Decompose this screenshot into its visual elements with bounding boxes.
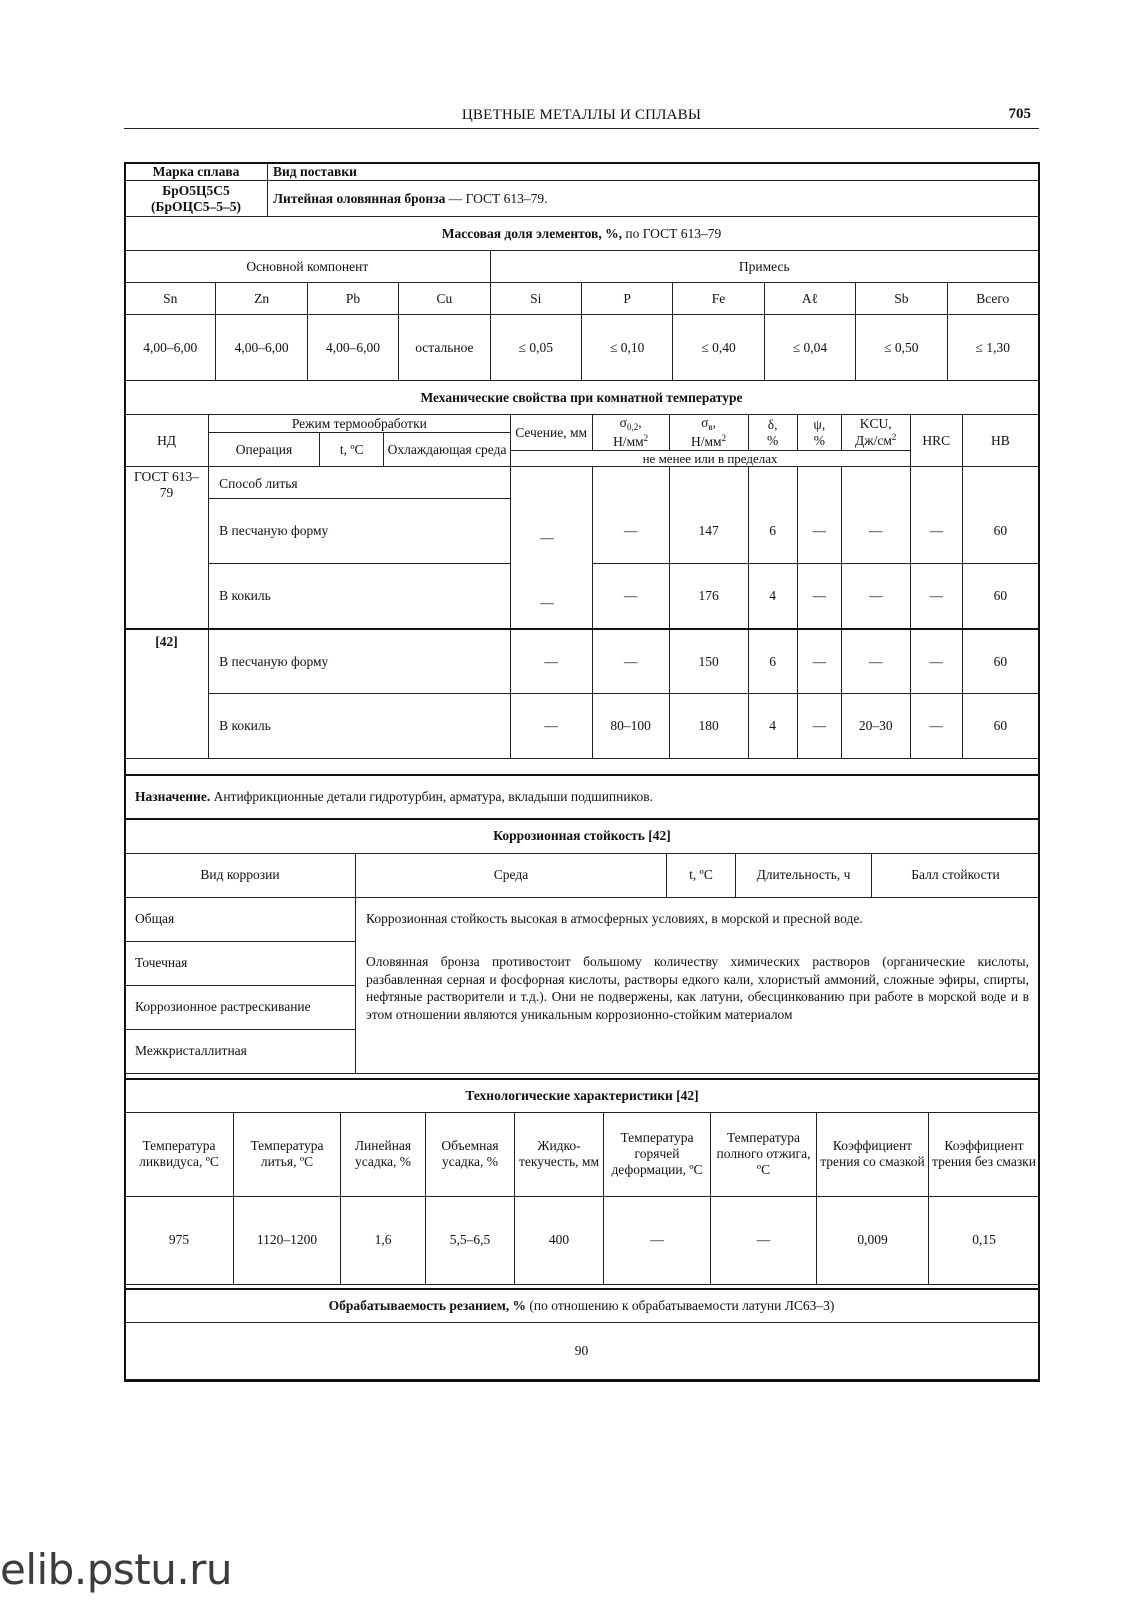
supply-type-standard: — ГОСТ 613–79. xyxy=(445,190,548,206)
medium-header: Среда xyxy=(356,853,667,897)
element-header: Zn xyxy=(216,283,307,315)
cell-section: — xyxy=(510,694,592,759)
cell-elongation: 6 xyxy=(748,499,797,564)
cell-yield: 80–100 xyxy=(592,694,669,759)
casting-method: В песчаную форму xyxy=(209,629,511,694)
tech-header: Линейная усадка, % xyxy=(341,1112,426,1196)
cell-hrc: — xyxy=(910,694,962,759)
element-value: 4,00–6,00 xyxy=(216,315,307,381)
hb-header: HB xyxy=(962,415,1038,467)
cell-tensile: 147 xyxy=(669,499,748,564)
tech-header: Температура горячей деформации, ºС xyxy=(604,1112,711,1196)
corrosion-type: Межкристаллитная xyxy=(125,1029,356,1073)
element-value: ≤ 0,05 xyxy=(490,315,581,381)
cell-reduction: — xyxy=(797,564,841,629)
mechanical-section xyxy=(124,380,1039,759)
tech-header: Коэффициент трения со смазкой xyxy=(817,1112,929,1196)
cooling-medium-header: Охлаждающая среда xyxy=(384,433,510,467)
main-component-header: Основной компонент xyxy=(125,251,491,283)
chapter-title: ЦВЕТНЫЕ МЕТАЛЛЫ И СПЛАВЫ xyxy=(461,107,702,123)
tech-value: 5,5–6,5 xyxy=(426,1196,515,1284)
cell-elongation: 4 xyxy=(748,564,797,629)
cell-section: — xyxy=(540,530,554,545)
cell-hb: 60 xyxy=(962,629,1038,694)
tech-value: 975 xyxy=(125,1196,234,1284)
tech-header: Жидко-текучесть, мм xyxy=(515,1112,604,1196)
supply-label: Вид поставки xyxy=(268,163,1039,181)
tech-value: 0,009 xyxy=(817,1196,929,1284)
element-value: ≤ 0,04 xyxy=(764,315,855,381)
impact-header: KCU, $Дж/см^2$ xyxy=(841,415,910,451)
elongation-header: δ, % xyxy=(748,415,797,451)
element-header: Aℓ xyxy=(764,283,855,315)
machinability-value: 90 xyxy=(125,1322,1039,1379)
element-header: Cu xyxy=(399,283,490,315)
casting-method-label: Способ литья xyxy=(209,467,511,499)
tech-value: 1120–1200 xyxy=(234,1196,341,1284)
cell-tensile: 150 xyxy=(669,629,748,694)
watermark: elib.pstu.ru xyxy=(0,1545,233,1594)
corrosion-temp-header: t, ºС xyxy=(667,853,736,897)
cell-reduction: — xyxy=(797,629,841,694)
cell-hrc: — xyxy=(910,499,962,564)
cell-yield: — xyxy=(592,564,669,629)
table-row xyxy=(125,694,1039,759)
element-value: остальное xyxy=(399,315,490,381)
impurity-header: Примесь xyxy=(490,251,1038,283)
purpose-text: Назначение. Антифрикционные детали гидротурбин, арматура, вкладыши подшипников. xyxy=(125,775,1039,819)
purpose-section xyxy=(124,774,1039,820)
cell-section: — xyxy=(510,629,592,694)
tech-header: Температура полного отжига, ºС xyxy=(711,1112,817,1196)
section-header: Сечение, мм xyxy=(510,415,592,451)
tech-header: Температура литья, ºС xyxy=(234,1112,341,1196)
tech-section xyxy=(124,1078,1039,1285)
casting-method: В песчаную форму xyxy=(209,499,511,564)
yield-strength-header: $\sigma_{0,2}$, $Н/мм^2$ xyxy=(592,415,669,451)
cell-hb: 60 xyxy=(962,499,1038,564)
grade-alt-designation: (БрОЦС5–5–5) xyxy=(151,198,241,214)
composition-section xyxy=(124,216,1039,381)
minimum-note: не менее или в пределах xyxy=(510,451,910,467)
element-header: Pb xyxy=(307,283,398,315)
cell-impact: — xyxy=(841,564,910,629)
cell-tensile: 176 xyxy=(669,564,748,629)
element-row xyxy=(125,283,1039,315)
tech-header: Коэффициент трения без смазки xyxy=(929,1112,1040,1196)
tech-value: — xyxy=(711,1196,817,1284)
cell-hb: 60 xyxy=(962,694,1038,759)
composition-title-bold: Массовая доля элементов, %, xyxy=(441,225,622,241)
cell-section: — xyxy=(540,595,554,610)
temperature-header: t, ºС xyxy=(319,433,384,467)
grade-name xyxy=(125,181,268,217)
element-value: ≤ 1,30 xyxy=(947,315,1038,381)
tech-value: 1,6 xyxy=(341,1196,426,1284)
corrosion-type: Коррозионное растрескивание xyxy=(125,985,356,1029)
corrosion-title: Коррозионная стойкость [42] xyxy=(125,819,1040,853)
tech-value: 400 xyxy=(515,1196,604,1284)
purpose-label: Назначение. xyxy=(135,789,211,805)
page-number: 705 xyxy=(1008,106,1031,122)
element-header: Sb xyxy=(856,283,947,315)
cell-hrc: — xyxy=(910,629,962,694)
nd-ref: [42] xyxy=(125,629,209,759)
grade-section xyxy=(124,162,1039,217)
casting-method: В кокиль xyxy=(209,694,511,759)
corrosion-note-chemical: Оловянная бронза противостоит большому количеству химических растворов (органические кислоты, разбавленная серная и фосфорная кислоты, растворы едкого кали, хлористый аммоний, сложные эфиры, спирты, нефтяные растворители и т.д.). Они не подвержены, как латуни, обесцинкованию при работе в морской воде и в этом отношении являются уникальным коррозионно-стойким материалом xyxy=(356,941,1040,1073)
cell-impact: 20–30 xyxy=(841,694,910,759)
tech-header: Температура ликвидуса, ºС xyxy=(125,1112,234,1196)
corrosion-note-general: Коррозионная стойкость высокая в атмосферных условиях, в морской и пресной воде. xyxy=(356,897,1040,941)
grade-label: Марка сплава xyxy=(125,163,268,181)
corrosion-section xyxy=(124,818,1039,1074)
cell-hb: 60 xyxy=(962,564,1038,629)
element-header: P xyxy=(581,283,672,315)
cell-tensile: 180 xyxy=(669,694,748,759)
element-header: Sn xyxy=(125,283,216,315)
value-row xyxy=(125,315,1039,381)
corrosion-type: Общая xyxy=(125,897,356,941)
tech-title: Технологические характеристики [42] xyxy=(125,1079,1040,1112)
heat-treatment-header: Режим термообработки xyxy=(209,415,511,433)
machinability-title: Обрабатываемость резанием, % (по отношению к обрабатываемости латуни ЛС63–3) xyxy=(125,1289,1039,1322)
tech-value: — xyxy=(604,1196,711,1284)
cell-reduction: — xyxy=(797,694,841,759)
casting-method: В кокиль xyxy=(209,564,511,629)
cell-impact: — xyxy=(841,629,910,694)
cell-reduction: — xyxy=(797,499,841,564)
composition-title xyxy=(125,217,1039,251)
composition-title-rest: по ГОСТ 613–79 xyxy=(621,225,722,241)
table-row xyxy=(125,629,1039,694)
cell-yield: — xyxy=(592,629,669,694)
element-value: 4,00–6,00 xyxy=(125,315,216,381)
running-header xyxy=(124,106,1039,129)
element-header: Fe xyxy=(673,283,764,315)
corrosion-type-header: Вид коррозии xyxy=(125,853,356,897)
cell-elongation: 6 xyxy=(748,629,797,694)
cell-yield: — xyxy=(592,499,669,564)
tensile-strength-header: $\sigma_в$, $Н/мм^2$ xyxy=(669,415,748,451)
element-header: Всего xyxy=(947,283,1038,315)
cell-elongation: 4 xyxy=(748,694,797,759)
element-value: ≤ 0,50 xyxy=(856,315,947,381)
machinability-section xyxy=(124,1288,1039,1380)
cell-impact: — xyxy=(841,499,910,564)
hrc-header: HRC xyxy=(910,415,962,467)
nd-header: НД xyxy=(125,415,209,467)
rating-header: Балл стойкости xyxy=(872,853,1040,897)
corrosion-type: Точечная xyxy=(125,941,356,985)
cell-hrc: — xyxy=(910,564,962,629)
element-value: 4,00–6,00 xyxy=(307,315,398,381)
reduction-header: ψ, % xyxy=(797,415,841,451)
tech-header: Объемная усадка, % xyxy=(426,1112,515,1196)
grade-designation: БрО5Ц5С5 xyxy=(162,182,230,198)
element-header: Si xyxy=(490,283,581,315)
mechanical-title: Механические свойства при комнатной температуре xyxy=(125,381,1039,415)
element-value: ≤ 0,40 xyxy=(673,315,764,381)
nd-gost: ГОСТ 613–79 xyxy=(125,467,209,629)
supply-type xyxy=(268,181,1039,217)
operation-header: Операция xyxy=(209,433,320,467)
supply-type-bold: Литейная оловянная бронза xyxy=(273,190,446,206)
tech-value: 0,15 xyxy=(929,1196,1040,1284)
duration-header: Длительность, ч xyxy=(736,853,872,897)
element-value: ≤ 0,10 xyxy=(581,315,672,381)
